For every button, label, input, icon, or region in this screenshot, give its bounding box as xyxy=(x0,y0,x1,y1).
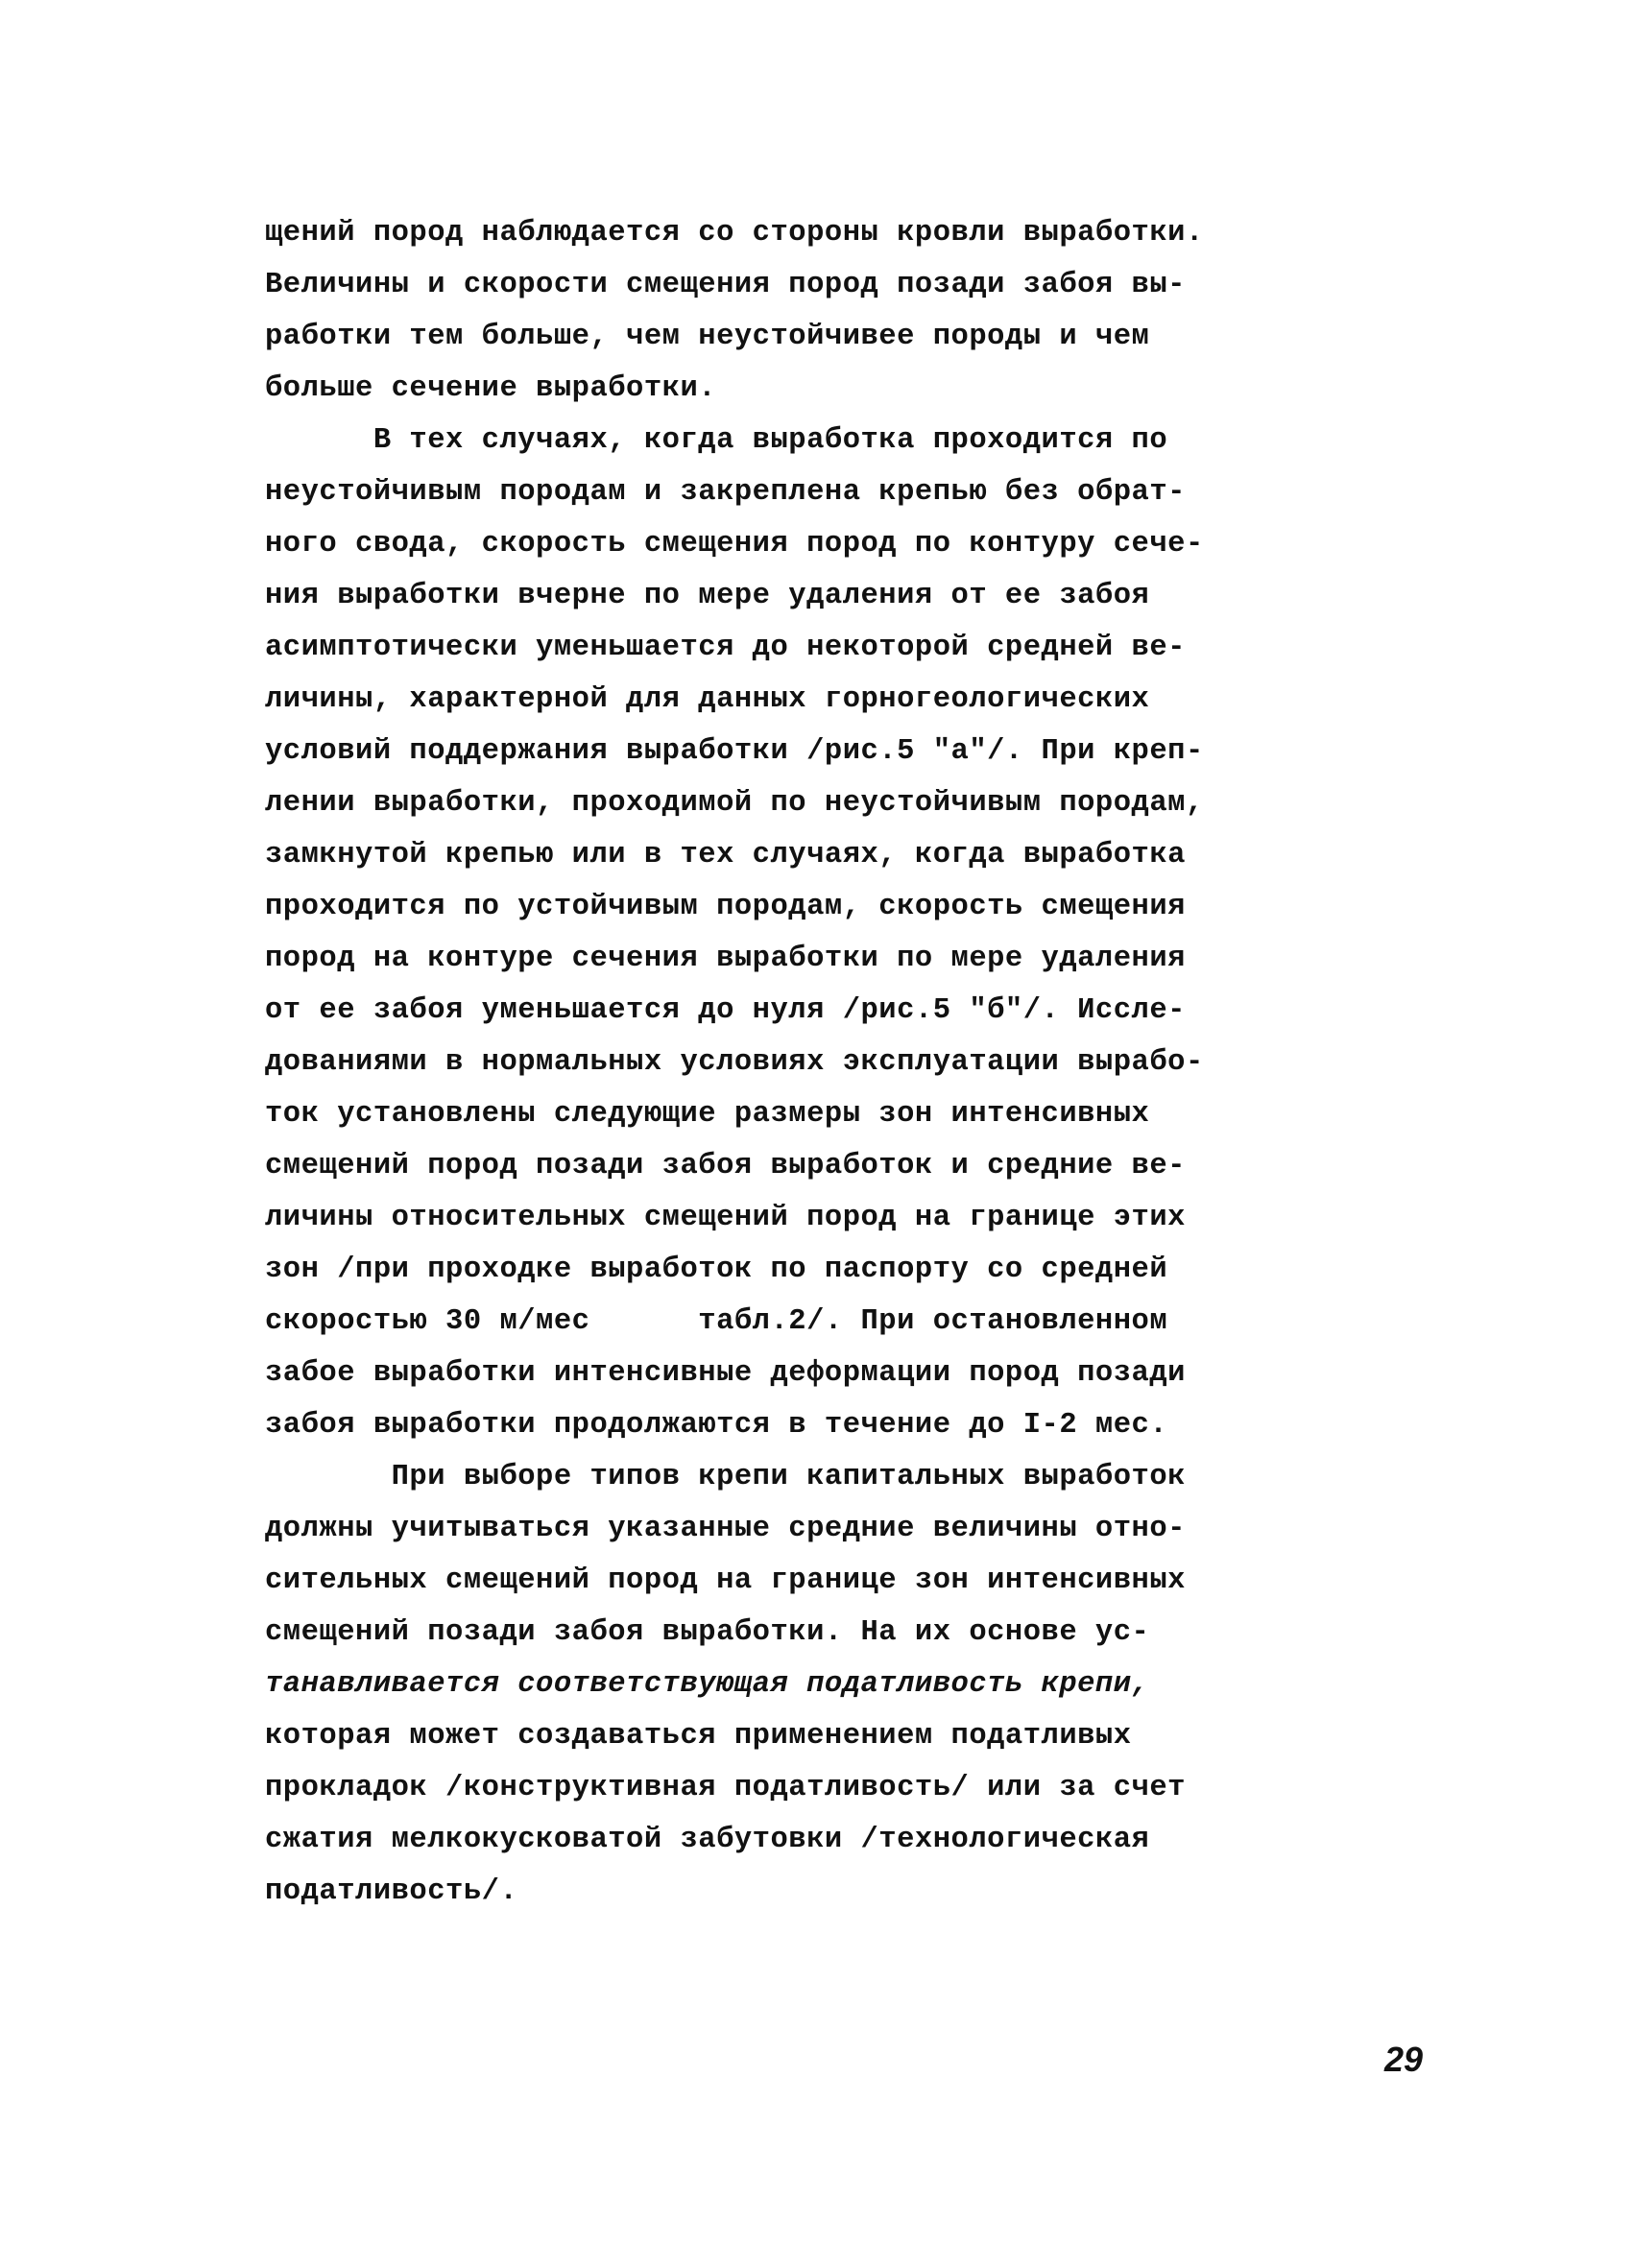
text-line: асимптотически уменьшается до некоторой средней ве- xyxy=(265,632,1186,664)
text-line: замкнутой крепью или в тех случаях, когда выработка xyxy=(265,839,1186,871)
text-line: забое выработки интенсивные деформации пород позади xyxy=(265,1357,1186,1390)
text-line: неустойчивым породам и закреплена крепью без обрат- xyxy=(265,476,1186,509)
text-line: дованиями в нормальных условиях эксплуатации вырабо- xyxy=(265,1046,1204,1079)
text-line: прокладок /конструктивная податливость/ или за счет xyxy=(265,1772,1186,1804)
text-line: скоростью 30 м/мес табл.2/. При остановленном xyxy=(265,1305,1168,1338)
text-line: зон /при проходке выработок по паспорту со средней xyxy=(265,1253,1168,1286)
text-line: сительных смещений пород на границе зон интенсивных xyxy=(265,1564,1186,1597)
text-line: лении выработки, проходимой по неустойчивым породам, xyxy=(265,787,1204,820)
text-line: сжатия мелкокусковатой забутовки /технологическая xyxy=(265,1824,1150,1856)
text-line: забоя выработки продолжаются в течение до I-2 мес. xyxy=(265,1409,1168,1442)
text-line: должны учитываться указанные средние величины отно- xyxy=(265,1513,1186,1545)
text-line: пород на контуре сечения выработки по мере удаления xyxy=(265,943,1186,975)
text-line: которая может создаваться применением податливых xyxy=(265,1720,1132,1753)
text-line: податливость/. xyxy=(265,1875,518,1908)
text-line-italic: танавливается соответствующая податливость крепи, xyxy=(265,1668,1150,1701)
paragraph-start-line: При выборе типов крепи капитальных выработок xyxy=(265,1461,1186,1493)
text-line: работки тем больше, чем неустойчивее породы и чем xyxy=(265,321,1150,353)
text-line: щений пород наблюдается со стороны кровли выработки. xyxy=(265,217,1204,250)
text-line: личины относительных смещений пород на границе этих xyxy=(265,1202,1186,1234)
text-line: ток установлены следующие размеры зон интенсивных xyxy=(265,1098,1150,1131)
page-number: 29 xyxy=(1384,2040,1424,2079)
text-line: ния выработки вчерне по мере удаления от ее забоя xyxy=(265,580,1150,612)
paragraph-start-line: В тех случаях, когда выработка проходится по xyxy=(265,424,1168,457)
text-line: смещений пород позади забоя выработок и средние ве- xyxy=(265,1150,1186,1182)
body-text xyxy=(265,207,1465,1918)
text-line: больше сечение выработки. xyxy=(265,372,717,405)
text-line: Величины и скорости смещения пород позади забоя вы- xyxy=(265,269,1186,301)
text-line: от ее забоя уменьшается до нуля /рис.5 "б"/. Иссле- xyxy=(265,994,1186,1027)
text-line: ного свода, скорость смещения пород по контуру сече- xyxy=(265,528,1204,561)
text-line: личины, характерной для данных горногеологических xyxy=(265,683,1150,716)
text-line: смещений позади забоя выработки. На их основе ус- xyxy=(265,1616,1150,1649)
text-line: проходится по устойчивым породам, скорость смещения xyxy=(265,891,1186,923)
text-line: условий поддержания выработки /рис.5 "а"/. При креп- xyxy=(265,735,1204,768)
